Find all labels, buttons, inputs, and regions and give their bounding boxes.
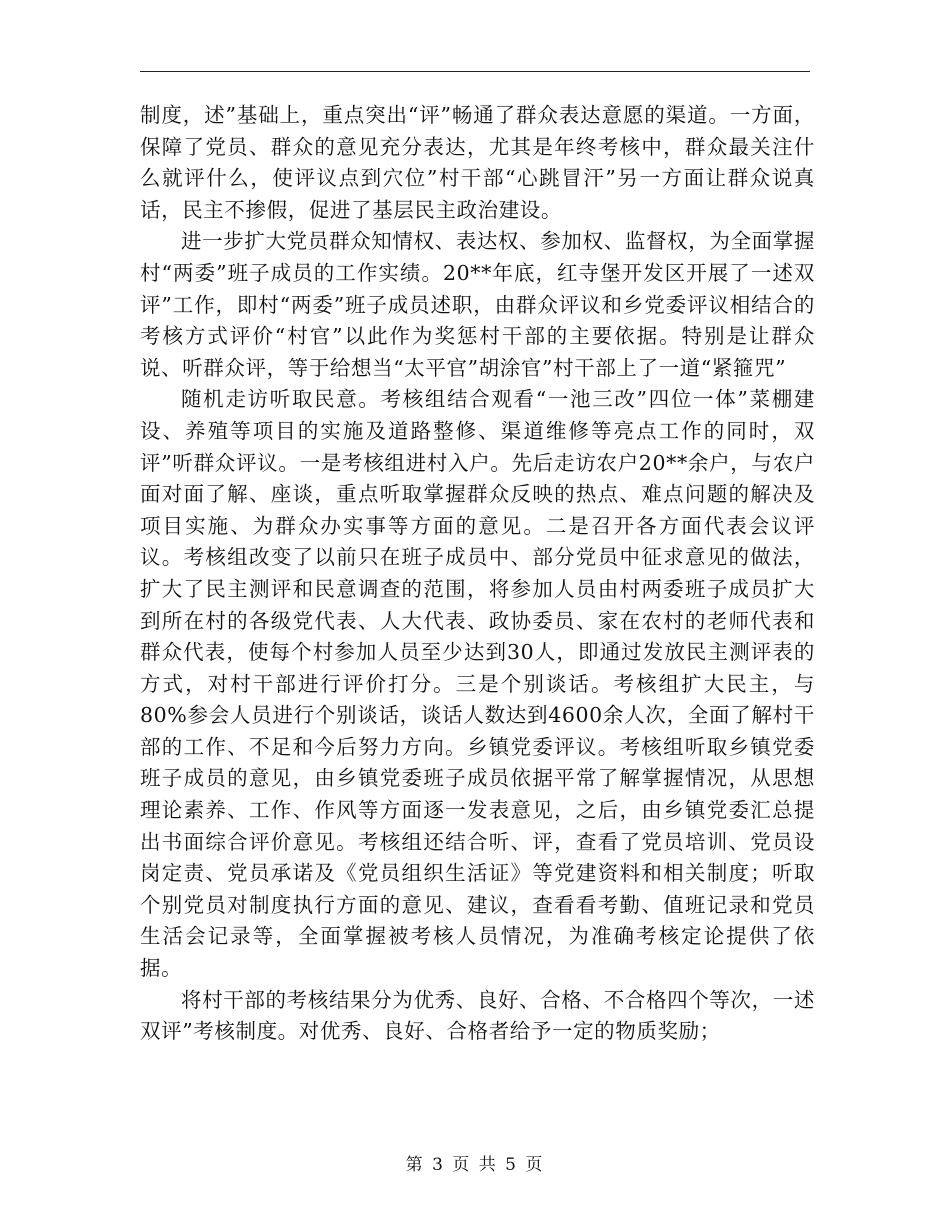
- document-body: [140, 100, 815, 1048]
- page-number-footer: 第 3 页 共 5 页: [405, 1155, 545, 1175]
- paragraph-3: 随机走访听取民意。考核组结合观看“一池三改”四位一体”菜棚建设、养殖等项目的实施及道路整修、渠道维修等亮点工作的同时，双评”听群众评议。一是考核组进村入户。先后走访农户20**余户，与农户面对面了解、座谈，重点听取掌握群众反映的热点、难点问题的解决及项目实施、为群众办实事等方面的意见。二是召开各方面代表会议评议。考核组改变了以前只在班子成员中、部分党员中征求意见的做法，扩大了民主测评和民意调查的范围，将参加人员由村两委班子成员扩大到所在村的各级党代表、人大代表、政协委员、家在农村的老师代表和群众代表，使每个村参加人员至少达到30人，即通过发放民主测评表的方式，对村干部进行评价打分。三是个别谈话。考核组扩大民主，与80%参会人员进行个别谈话，谈话人数达到4600余人次，全面了解村干部的工作、不足和今后努力方向。乡镇党委评议。考核组听取乡镇党委班子成员的意见，由乡镇党委班子成员依据平常了解掌握情况，从思想理论素养、工作、作风等方面逐一发表意见，之后，由乡镇党委汇总提出书面综合评价意见。考核组还结合听、评，查看了党员培训、党员设岗定责、党员承诺及《党员组织生活证》等党建资料和相关制度；听取个别党员对制度执行方面的意见、建议，查看看考勤、值班记录和党员生活会记录等，全面掌握被考核人员情况，为准确考核定论提供了依据。: [140, 387, 815, 981]
- paragraph-2: 进一步扩大党员群众知情权、表达权、参加权、监督权，为全面掌握村“两委”班子成员的工作实绩。20**年底，红寺堡开发区开展了一述双评”工作，即村“两委”班子成员述职，由群众评议和乡党委评议相结合的考核方式评价“村官”以此作为奖惩村干部的主要依据。特别是让群众说、听群众评，等于给想当“太平官”胡涂官”村干部上了一道“紧箍咒”: [140, 229, 815, 380]
- header-rule: [140, 71, 810, 72]
- paragraph-4: 将村干部的考核结果分为优秀、良好、合格、不合格四个等次，一述双评”考核制度。对优秀、良好、合格者给予一定的物质奖励；: [140, 987, 815, 1044]
- paragraph-1: 制度，述”基础上，重点突出“评”畅通了群众表达意愿的渠道。一方面，保障了党员、群众的意见充分表达，尤其是年终考核中，群众最关注什么就评什么，使评议点到穴位”村干部“心跳冒汗”另一方面让群众说真话，民主不掺假，促进了基层民主政治建设。: [140, 103, 815, 222]
